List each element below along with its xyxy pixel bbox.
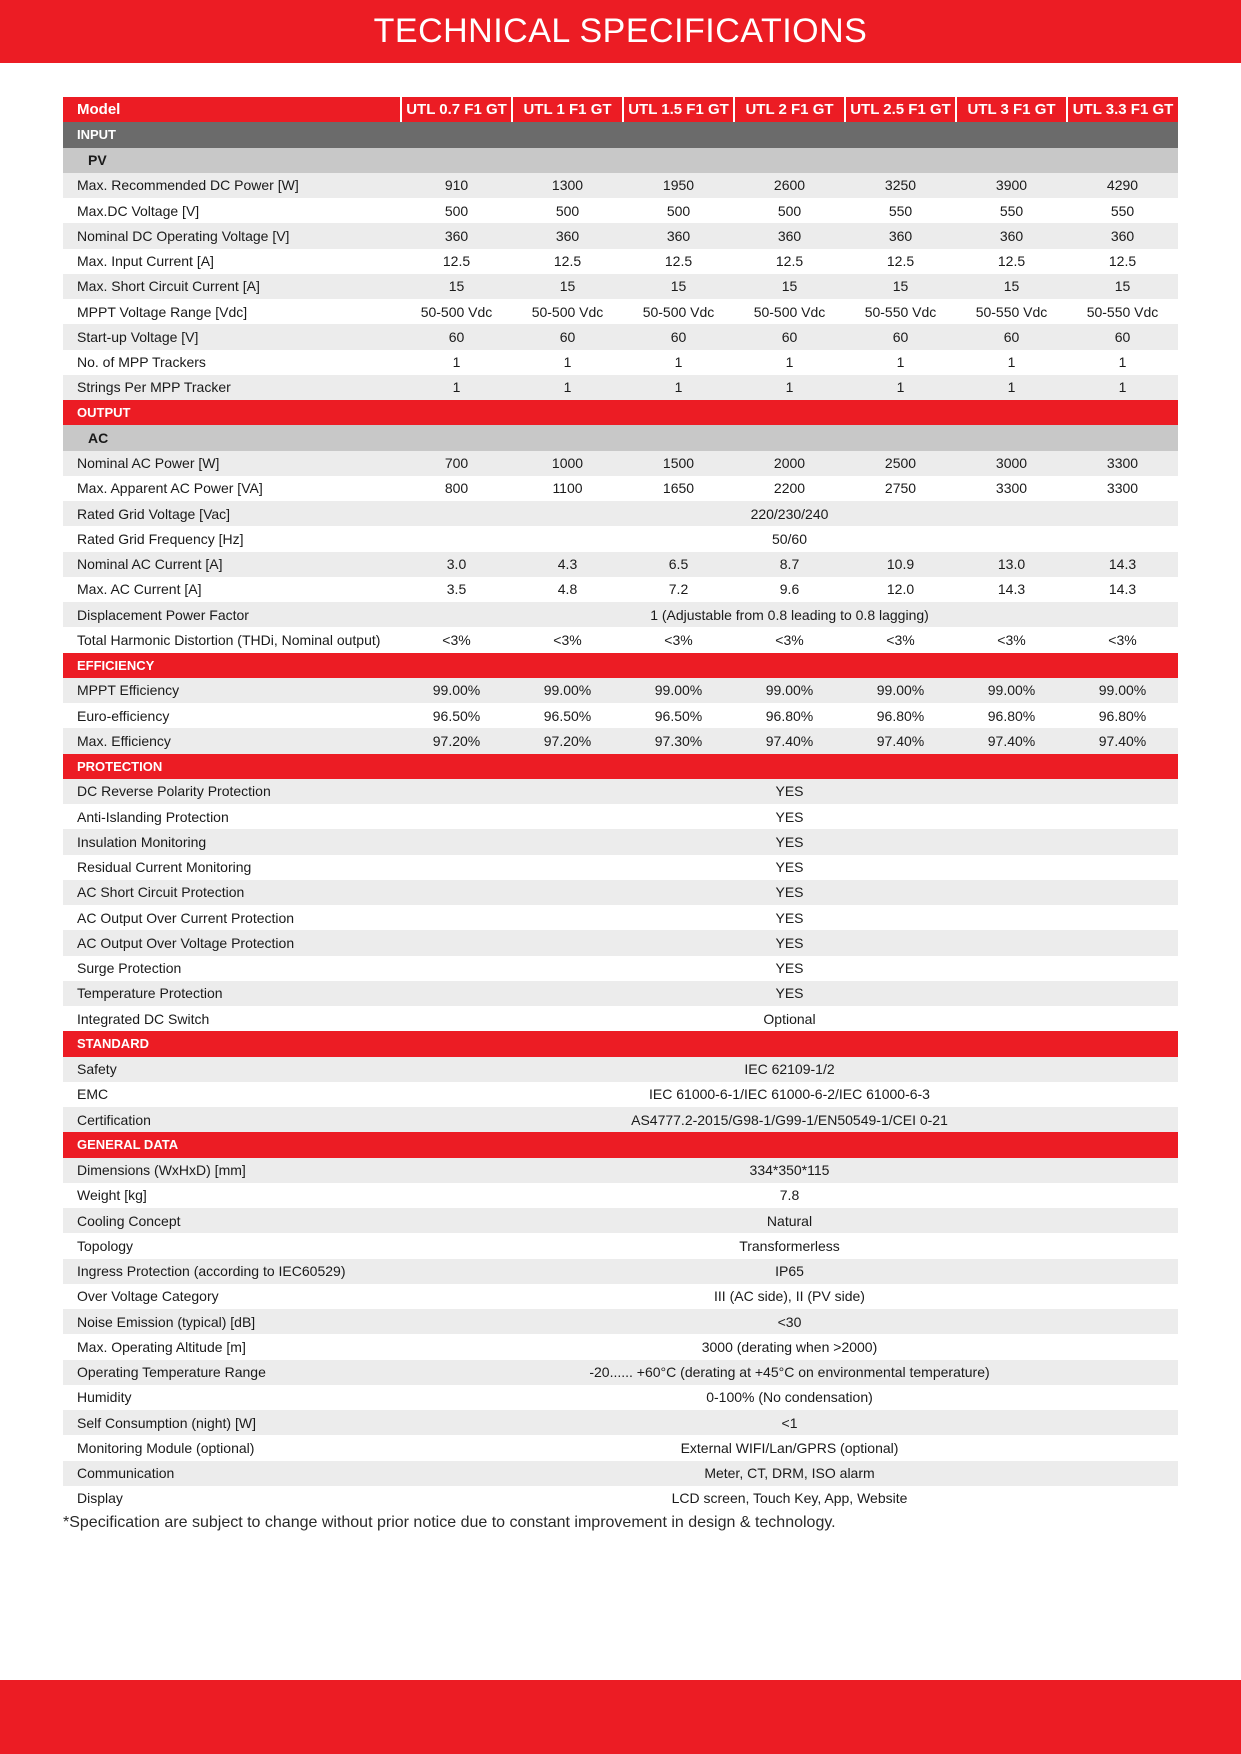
spec-label: Safety [63,1057,401,1082]
spec-label: Weight [kg] [77,1187,147,1204]
spec-value: 1 [785,354,794,371]
spec-label: Integrated DC Switch [77,1010,210,1027]
spec-value: 3000 [956,451,1067,476]
spec-value: 1 [956,375,1067,400]
spec-value: 1 [674,354,683,371]
spec-value-all-models: 3000 (derating when >2000) [701,1338,878,1355]
spec-label: Nominal AC Power [W] [63,451,401,476]
spec-row [63,1006,1178,1031]
spec-row [63,703,1178,728]
spec-row [63,1486,1178,1511]
section-title: PROTECTION [63,754,1178,779]
spec-value: 500 [444,202,469,219]
spec-value: 50-550 Vdc [864,303,937,320]
section-title: EFFICIENCY [63,653,1178,678]
spec-value: 97.40% [956,728,1067,753]
spec-label: Insulation Monitoring [63,829,401,854]
spec-value: 12.5 [997,253,1026,270]
spec-value: 3300 [995,480,1028,497]
spec-value: <3% [664,631,693,648]
spec-value: 99.00% [512,678,623,703]
spec-row [63,678,1178,703]
spec-value-all-models: 50/60 [771,530,808,547]
spec-value: 99.00% [734,678,845,703]
spec-value-all-models: <30 [401,1309,1178,1334]
spec-label: Display [77,1490,123,1507]
spec-value: 99.00% [623,678,734,703]
section-header-row [63,653,1178,678]
subsection-header-row [63,148,1178,173]
section-header-row [63,754,1178,779]
spec-row [63,249,1178,274]
spec-value-all-models: IEC 62109-1/2 [401,1057,1178,1082]
spec-value-all-models: AS4777.2-2015/G98-1/G99-1/EN50549-1/CEI 0-21 [401,1107,1178,1132]
spec-value: 96.80% [765,707,814,724]
spec-value: 97.40% [1067,728,1178,753]
spec-label: Residual Current Monitoring [77,859,252,876]
spec-value: 3.5 [446,581,467,598]
spec-label: Max.DC Voltage [V] [77,202,200,219]
spec-value: 360 [512,223,623,248]
spec-row [63,1057,1178,1082]
section-header-row [63,1132,1178,1157]
spec-label: Operating Temperature Range [63,1360,401,1385]
spec-row [63,956,1178,981]
section-header-row [63,400,1178,425]
footnote: *Specification are subject to change without prior notice due to constant improvement in design & technology. [63,1514,836,1531]
spec-value: 12.5 [886,253,915,270]
spec-value-all-models: -20...... +60°C (derating at +45°C on environmental temperature) [401,1360,1178,1385]
spec-row [63,981,1178,1006]
spec-value: 8.7 [734,552,845,577]
spec-value: 15 [1067,274,1178,299]
spec-row [63,1107,1178,1132]
spec-label: Self Consumption (night) [W] [63,1410,401,1435]
spec-value: 50-550 Vdc [975,303,1048,320]
spec-value: 14.3 [1067,552,1178,577]
spec-value: 60 [1067,324,1178,349]
spec-value: 12.5 [1108,253,1137,270]
spec-value: 500 [555,202,580,219]
spec-value: 1 [563,354,572,371]
spec-label: EMC [77,1086,109,1103]
spec-value: 1 [623,375,734,400]
spec-value: 2750 [884,480,917,497]
section-header-row [63,1031,1178,1056]
spec-value: 9.6 [779,581,800,598]
spec-value: 12.0 [886,581,915,598]
spec-value: 4.3 [512,552,623,577]
spec-value-all-models: YES [401,981,1178,1006]
footer-band [0,1680,1241,1754]
spec-label: Nominal AC Current [A] [63,552,401,577]
spec-value-all-models: 1 (Adjustable from 0.8 leading to 0.8 lagging) [401,602,1178,627]
spec-value: 500 [777,202,802,219]
spec-value: 12.5 [664,253,693,270]
spec-label: Ingress Protection (according to IEC60529) [63,1259,401,1284]
spec-value: 12.5 [775,253,804,270]
spec-label: Rated Grid Frequency [Hz] [77,530,244,547]
spec-value-all-models: YES [401,880,1178,905]
spec-value: 13.0 [956,552,1067,577]
spec-value: 2000 [734,451,845,476]
spec-value: 1950 [623,173,734,198]
spec-row [63,198,1178,223]
spec-row [63,223,1178,248]
spec-value: 96.80% [987,707,1036,724]
spec-value: 99.00% [1067,678,1178,703]
model-name: UTL 2 F1 GT [734,97,845,122]
spec-label: Max. Efficiency [63,728,401,753]
section-title: GENERAL DATA [63,1132,1178,1157]
spec-label: AC Output Over Voltage Protection [63,930,401,955]
spec-value-all-models: 0-100% (No condensation) [706,1389,873,1406]
spec-value: 15 [845,274,956,299]
spec-value: 60 [401,324,512,349]
spec-value: 1 [452,354,461,371]
spec-label: Euro-efficiency [77,707,170,724]
spec-label: Max. Input Current [A] [77,253,214,270]
spec-value: 1 [845,375,956,400]
spec-value: 99.00% [956,678,1067,703]
spec-label: Rated Grid Voltage [Vac] [63,501,401,526]
spec-value: 60 [956,324,1067,349]
model-header-row [63,97,1178,122]
spec-value: 800 [444,480,469,497]
spec-label: Strings Per MPP Tracker [63,375,401,400]
spec-value: 3250 [845,173,956,198]
spec-value: 50-500 Vdc [531,303,604,320]
section-header-row [63,122,1178,147]
subsection-title: AC [63,425,1178,450]
spec-label: Humidity [77,1389,132,1406]
spec-value: 4290 [1067,173,1178,198]
spec-row [63,577,1178,602]
spec-label: Total Harmonic Distortion (THDi, Nominal output) [77,631,381,648]
spec-row [63,1259,1178,1284]
spec-value: 1 [1067,375,1178,400]
spec-value-all-models: Transformerless [739,1237,840,1254]
spec-value-all-models: YES [401,829,1178,854]
spec-value: 97.30% [623,728,734,753]
spec-row [63,602,1178,627]
model-name: UTL 1.5 F1 GT [623,97,734,122]
section-title: INPUT [63,122,1178,147]
spec-row [63,451,1178,476]
spec-value: 97.40% [845,728,956,753]
spec-value: 1650 [662,480,695,497]
spec-label: Nominal DC Operating Voltage [V] [63,223,401,248]
spec-value: 6.5 [623,552,734,577]
spec-value-all-models: 220/230/240 [401,501,1178,526]
spec-row [63,1410,1178,1435]
spec-value-all-models: YES [401,930,1178,955]
spec-value: 96.50% [654,707,703,724]
spec-value-all-models: 7.8 [779,1187,800,1204]
spec-label: AC Short Circuit Protection [63,880,401,905]
spec-value: 360 [401,223,512,248]
spec-value: 96.80% [1098,707,1147,724]
spec-value: 97.20% [401,728,512,753]
subsection-header-row [63,425,1178,450]
spec-value: 96.80% [876,707,925,724]
spec-value: 15 [734,274,845,299]
spec-label: Max. Operating Altitude [m] [77,1338,246,1355]
spec-row [63,1309,1178,1334]
spec-row [63,905,1178,930]
spec-value: 50-500 Vdc [753,303,826,320]
spec-value: 1 [512,375,623,400]
model-header-label: Model [63,97,401,122]
spec-label: Monitoring Module (optional) [77,1439,255,1456]
spec-value: <3% [553,631,582,648]
spec-value: 1 [401,375,512,400]
spec-value: 360 [1067,223,1178,248]
spec-label: Start-up Voltage [V] [63,324,401,349]
spec-row [63,1183,1178,1208]
spec-value: 3300 [1106,480,1139,497]
spec-row [63,324,1178,349]
spec-label: Max. AC Current [A] [77,581,202,598]
spec-value: <3% [1108,631,1137,648]
spec-label: Cooling Concept [63,1208,401,1233]
spec-value-all-models: YES [775,808,804,825]
spec-value: 700 [401,451,512,476]
spec-value: 50-500 Vdc [642,303,715,320]
spec-label: Max. Apparent AC Power [VA] [77,480,263,497]
spec-value: 97.40% [734,728,845,753]
spec-value: 3900 [956,173,1067,198]
spec-value: <3% [997,631,1026,648]
spec-label: Certification [63,1107,401,1132]
spec-value: 60 [623,324,734,349]
spec-row [63,375,1178,400]
subsection-title: PV [63,148,1178,173]
spec-row [63,501,1178,526]
spec-value: 15 [623,274,734,299]
spec-label: Dimensions (WxHxD) [mm] [63,1158,401,1183]
spec-value: <3% [886,631,915,648]
spec-value: <3% [775,631,804,648]
model-name: UTL 2.5 F1 GT [845,97,956,122]
spec-value-all-models: IP65 [401,1259,1178,1284]
spec-value: 3.0 [401,552,512,577]
spec-value-all-models: YES [775,909,804,926]
spec-value: <3% [442,631,471,648]
spec-row [63,299,1178,324]
spec-value: 1100 [552,480,583,497]
spec-value-all-models: External WIFI/Lan/GPRS (optional) [680,1439,899,1456]
spec-value: 360 [845,223,956,248]
specifications-body [63,122,1178,1511]
spec-value: 550 [999,202,1024,219]
spec-value: 15 [512,274,623,299]
spec-row [63,350,1178,375]
title-banner [0,0,1241,63]
spec-row [63,1158,1178,1183]
spec-row [63,627,1178,652]
spec-value: 50-550 Vdc [1086,303,1159,320]
model-name: UTL 1 F1 GT [512,97,623,122]
spec-row [63,1233,1178,1258]
spec-value-all-models: LCD screen, Touch Key, App, Website [671,1490,908,1507]
spec-label: No. of MPP Trackers [77,354,206,371]
spec-row [63,728,1178,753]
spec-label: Topology [77,1237,134,1254]
spec-value: 12.5 [553,253,582,270]
spec-label: Communication [63,1461,401,1486]
spec-value: 99.00% [845,678,956,703]
model-name: UTL 3 F1 GT [956,97,1067,122]
spec-value-all-models: YES [775,960,804,977]
spec-label: Max. Short Circuit Current [A] [63,274,401,299]
spec-value: 1 [1007,354,1016,371]
spec-value: 7.2 [668,581,689,598]
spec-value: 99.00% [401,678,512,703]
spec-value-all-models: Meter, CT, DRM, ISO alarm [401,1461,1178,1486]
spec-label: Over Voltage Category [77,1288,219,1305]
spec-value: 3300 [1067,451,1178,476]
spec-value: 1000 [512,451,623,476]
section-title: OUTPUT [63,400,1178,425]
spec-value: 50-500 Vdc [420,303,493,320]
spec-row [63,476,1178,501]
page-title: TECHNICAL SPECIFICATIONS [373,12,868,50]
model-name: UTL 3.3 F1 GT [1067,97,1178,122]
spec-row [63,526,1178,551]
spec-row [63,804,1178,829]
spec-value: 60 [845,324,956,349]
spec-value: 12.5 [442,253,471,270]
spec-label: AC Output Over Current Protection [77,909,295,926]
spec-value: 60 [734,324,845,349]
spec-row [63,1208,1178,1233]
specifications-table [63,97,1178,1511]
spec-label: Anti-Islanding Protection [77,808,229,825]
spec-label: Noise Emission (typical) [dB] [63,1309,401,1334]
spec-value: 14.3 [997,581,1026,598]
spec-value: 1300 [512,173,623,198]
spec-value: 4.8 [557,581,578,598]
spec-label: MPPT Voltage Range [Vdc] [77,303,248,320]
spec-value-all-models: Optional [763,1010,816,1027]
section-title: STANDARD [63,1031,1178,1056]
spec-row [63,1360,1178,1385]
spec-value: 500 [666,202,691,219]
spec-value: 1 [896,354,905,371]
spec-value: 2500 [845,451,956,476]
spec-label: Max. Recommended DC Power [W] [63,173,401,198]
spec-value: 360 [734,223,845,248]
spec-value: 10.9 [845,552,956,577]
spec-value: 96.50% [543,707,592,724]
spec-value-all-models: YES [775,859,804,876]
spec-value-all-models: <1 [401,1410,1178,1435]
spec-value-all-models: 334*350*115 [401,1158,1178,1183]
spec-value: 15 [956,274,1067,299]
spec-row [63,1082,1178,1107]
spec-label: Temperature Protection [63,981,401,1006]
spec-label: Displacement Power Factor [63,602,401,627]
spec-value: 14.3 [1108,581,1137,598]
spec-row [63,1435,1178,1460]
spec-value: 97.20% [512,728,623,753]
spec-value: 1 [734,375,845,400]
spec-value: 550 [1110,202,1135,219]
spec-value-all-models: III (AC side), II (PV side) [714,1288,865,1305]
spec-row [63,1385,1178,1410]
spec-value: 910 [401,173,512,198]
spec-value: 1 [1118,354,1127,371]
spec-value: 60 [512,324,623,349]
spec-value: 550 [888,202,913,219]
spec-value-all-models: IEC 61000-6-1/IEC 61000-6-2/IEC 61000-6-3 [649,1086,930,1103]
spec-row [63,930,1178,955]
spec-label: MPPT Efficiency [63,678,401,703]
spec-value: 15 [401,274,512,299]
spec-row [63,1334,1178,1359]
spec-value: 96.50% [432,707,481,724]
spec-row [63,552,1178,577]
spec-row [63,274,1178,299]
spec-value: 2600 [734,173,845,198]
spec-row [63,880,1178,905]
model-name: UTL 0.7 F1 GT [401,97,512,122]
spec-value-all-models: Natural [401,1208,1178,1233]
spec-value: 360 [623,223,734,248]
spec-row [63,1461,1178,1486]
spec-label: DC Reverse Polarity Protection [63,779,401,804]
spec-row [63,855,1178,880]
spec-value-all-models: YES [401,779,1178,804]
spec-label: Surge Protection [77,960,182,977]
spec-value: 360 [956,223,1067,248]
spec-row [63,173,1178,198]
spec-value: 1500 [623,451,734,476]
spec-row [63,779,1178,804]
spec-row [63,829,1178,854]
spec-row [63,1284,1178,1309]
spec-value: 2200 [773,480,806,497]
